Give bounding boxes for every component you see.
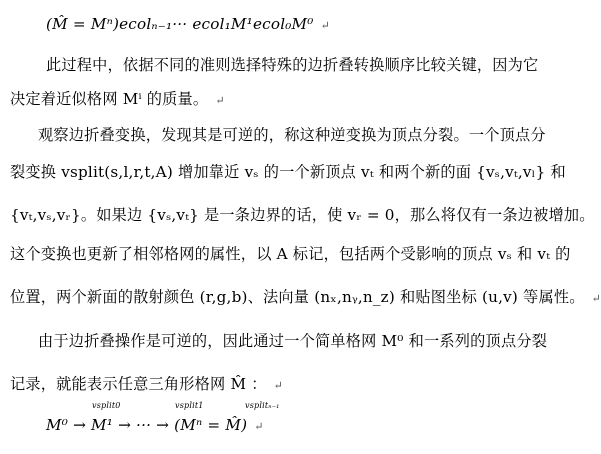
formula-text: (M̂ = Mⁿ)ecolₙ₋₁··· ecol₁M¹ecol₀M⁰ (46, 15, 314, 33)
paragraph-text: 这个变换也更新了相邻格网的属性，以 A 标记，包括两个受影响的顶点 vₛ 和 vₜ 的 (10, 245, 571, 263)
text-line-3 (10, 89, 225, 111)
paragraph-mark: ↵ (320, 19, 331, 32)
arrow-label-2: vsplit1 (175, 401, 204, 410)
text-line-6 (10, 205, 595, 225)
text-line-8 (10, 287, 601, 309)
paragraph-text: {vₜ,vₛ,vᵣ}。如果边 {vₛ,vₜ} 是一条边界的话，使 vᵣ = 0，那么将仅有一条边被增加。 (10, 206, 595, 224)
formula-line-1 (46, 14, 330, 36)
arrow-label-1: vsplit0 (92, 401, 121, 410)
text-line-7 (10, 244, 571, 264)
formula-text: M⁰ → M¹ → ··· → (Mⁿ = M̂) (46, 416, 248, 434)
paragraph-mark: ↵ (254, 420, 264, 433)
paragraph-mark: ↵ (273, 379, 284, 392)
paragraph-text: 决定着近似格网 Mⁱ 的质量。 (10, 90, 209, 108)
text-line-10 (10, 374, 283, 396)
text-line-9 (38, 331, 547, 351)
paragraph-mark: ↵ (215, 94, 225, 107)
text-line-2 (46, 55, 538, 75)
text-line-5 (10, 162, 566, 182)
paragraph-text: 裂变换 vsplit(s,l,r,t,A) 增加靠近 vₛ 的一个新顶点 vₜ 和两个新的面 {vₛ,vₜ,vₗ} 和 (10, 163, 566, 181)
formula-line-2 (46, 415, 264, 437)
text-line-4 (38, 125, 546, 145)
paragraph-text: 此过程中，依据不同的准则选择特殊的边折叠转换顺序比较关键，因为它 (46, 56, 539, 74)
paragraph-text: 由于边折叠操作是可逆的，因此通过一个简单格网 M⁰ 和一系列的顶点分裂 (38, 332, 548, 350)
arrow-label-3: vsplitₙ₋₁ (245, 401, 280, 410)
paragraph-text: 记录，就能表示任意三角形格网 M̂ ： (10, 375, 267, 393)
paragraph-text: 观察边折叠变换，发现其是可逆的，称这种逆变换为顶点分裂。一个顶点分 (38, 126, 546, 144)
paragraph-mark: ↵ (591, 292, 601, 305)
paragraph-text: 位置，两个新面的散射颜色 (r,g,b)、法向量 (nₓ,nᵧ,n_z) 和贴图坐标 (u,v) 等属性。 (10, 288, 585, 306)
